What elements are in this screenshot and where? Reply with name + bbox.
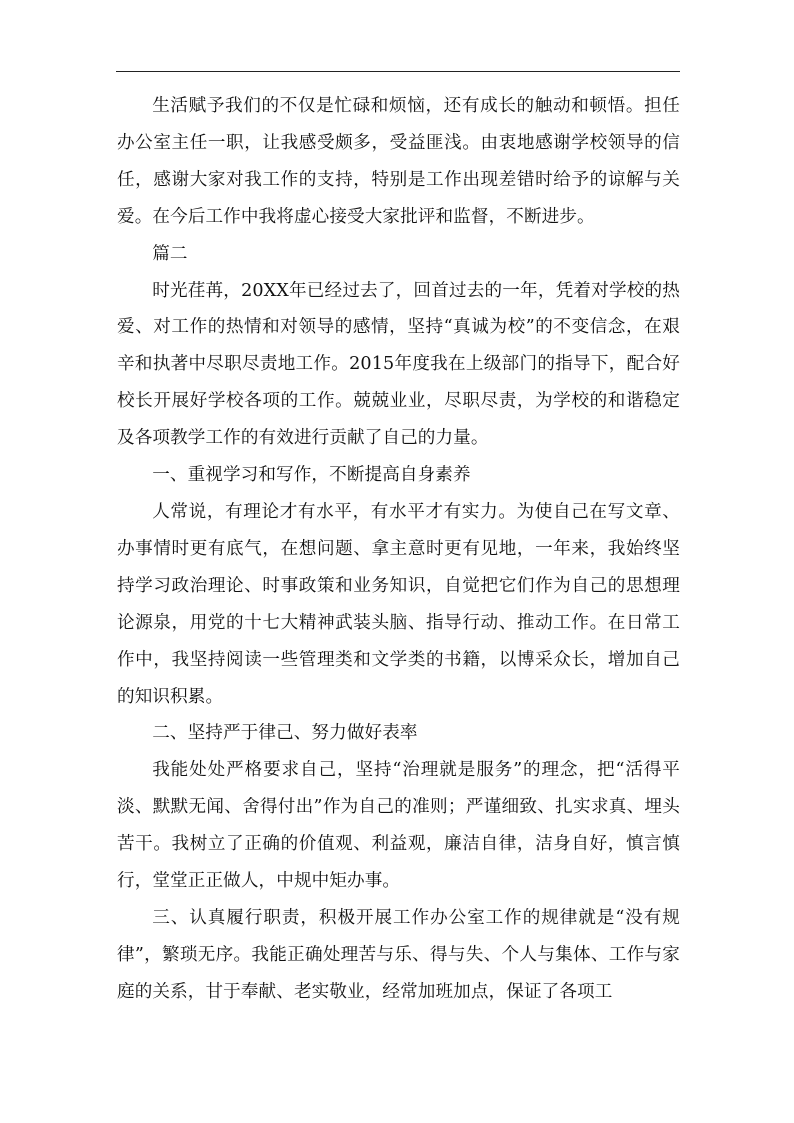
paragraph-self-discipline: 我能处处严格要求自己，坚持“治理就是服务”的理念，把“活得平淡、默默无闻、舍得付出”作为自己的准则；严谨细致、扎实求真、埋头苦干。我树立了正确的价值观、利益观，廉洁自律，洁身自好，慎言慎行，堂堂正正做人，中规中矩办事。 [117, 760, 680, 892]
paragraph-intro: 时光荏苒，20XX年已经过去了，回首过去的一年，凭着对学校的热爱、对工作的热情和对领导的感情，坚持“真诚为校”的不变信念，在艰辛和执著中尽职尽责地工作。2015年度我在上级部门的指导下，配合好校长开展好学校各项的工作。兢兢业业，尽职尽责，为学校的和谐稳定及各项教学工作的有效进行贡献了自己的力量。 [117, 280, 680, 449]
document-body [117, 88, 680, 1011]
paragraph-conclusion: 生活赋予我们的不仅是忙碌和烦恼，还有成长的触动和顿悟。担任办公室主任一职，让我感受颇多，受益匪浅。由衷地感谢学校领导的信任，感谢大家对我工作的支持，特别是工作出现差错时给予的谅解与关爱。在今后工作中我将虚心接受大家批评和监督，不断进步。 [117, 96, 680, 227]
heading-study-writing: 一、重视学习和写作，不断提高自身素养 [152, 465, 471, 486]
header-rule [116, 71, 680, 72]
paragraph-duties: 三、认真履行职责，积极开展工作办公室工作的规律就是“没有规律”，繁琐无序。我能正确处理苦与乐、得与失、个人与集体、工作与家庭的关系，甘于奉献、老实敬业，经常加班加点，保证了各项工 [117, 907, 680, 1002]
paragraph-study-writing: 人常说，有理论才有水平，有水平才有实力。为使自己在写文章、办事情时更有底气，在想问题、拿主意时更有见地，一年来，我始终坚持学习政治理论、时事政策和业务知识，自觉把它们作为自己的思想理论源泉，用党的十七大精神武装头脑、指导行动、推动工作。在日常工作中，我坚持阅读一些管理类和文学类的书籍，以博采众长，增加自己的知识积累。 [117, 501, 680, 707]
heading-self-discipline: 二、坚持严于律己、努力做好表率 [152, 723, 418, 744]
section-title-part-two: 篇二 [152, 243, 188, 264]
